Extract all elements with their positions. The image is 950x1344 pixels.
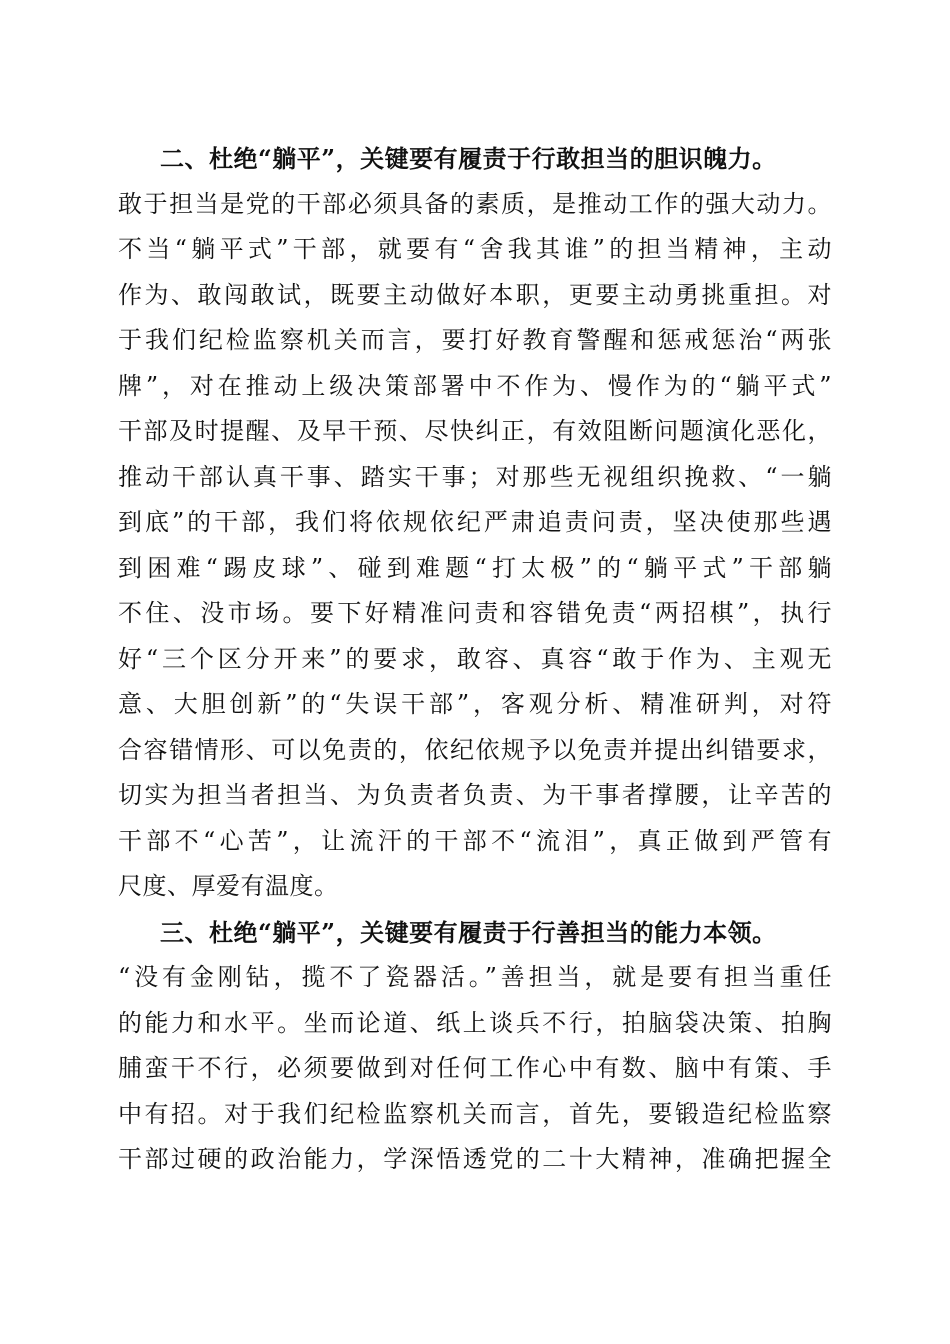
body-line: 作为、敢闯敢试，既要主动做好本职，更要主动勇挑重担。对 [118,280,832,309]
body-line: 干部及时提醒、及早干预、尽快纠正，有效阻断问题演化恶化， [118,417,832,445]
section-heading-3: 三、杜绝“躺平”，关键要有履责于行善担当的能力本领。 [160,917,777,947]
body-line: 不住、没市场。要下好精准问责和容错免责“两招棋”，执行 [118,599,832,627]
body-line: 干部不“心苦”，让流汗的干部不“流泪”，真正做到严管有 [118,826,832,855]
section-heading-2: 二、杜绝“躺平”，关键要有履责于行敢担当的胆识魄力。 [160,144,777,173]
body-line: 的能力和水平。坐而论道、纸上谈兵不行，拍脑袋决策、拍胸 [118,1008,832,1037]
body-line: 不当“躺平式”干部，就要有“舍我其谁”的担当精神，主动 [118,235,832,263]
body-line: 到底”的干部，我们将依规依纪严肃追责问责，坚决使那些遇 [118,508,832,536]
body-line: 好“三个区分开来”的要求，敢容、真容“敢于作为、主观无 [118,644,832,673]
body-line: 合容错情形、可以免责的，依纪依规予以免责并提出纠错要求， [118,735,832,764]
body-line: 切实为担当者担当、为负责者负责、为干事者撑腰，让辛苦的 [118,781,832,809]
document-page [118,136,832,1183]
body-line: 干部过硬的政治能力，学深悟透党的二十大精神，准确把握全 [118,1145,832,1173]
body-line: “没有金刚钻，揽不了瓷器活。”善担当，就是要有担当重任 [118,963,832,991]
body-line: 敢于担当是党的干部必须具备的素质，是推动工作的强大动力。 [118,189,832,218]
body-line: 牌”，对在推动上级决策部署中不作为、慢作为的“躺平式” [118,371,832,400]
body-line: 中有招。对于我们纪检监察机关而言，首先，要锻造纪检监察 [118,1099,832,1128]
body-line: 意、大胆创新”的“失误干部”，客观分析、精准研判，对符 [118,690,832,718]
body-line: 到困难“踢皮球”、碰到难题“打太极”的“躺平式”干部躺 [118,553,832,582]
body-line: 推动干部认真干事、踏实干事；对那些无视组织挽救、“一躺 [118,462,832,491]
body-line: 于我们纪检监察机关而言，要打好教育警醒和惩戒惩治“两张 [118,326,832,354]
body-line: 脯蛮干不行，必须要做到对任何工作心中有数、脑中有策、手 [118,1054,832,1082]
body-line-paragraph-end: 尺度、厚爱有温度。 [118,872,339,900]
